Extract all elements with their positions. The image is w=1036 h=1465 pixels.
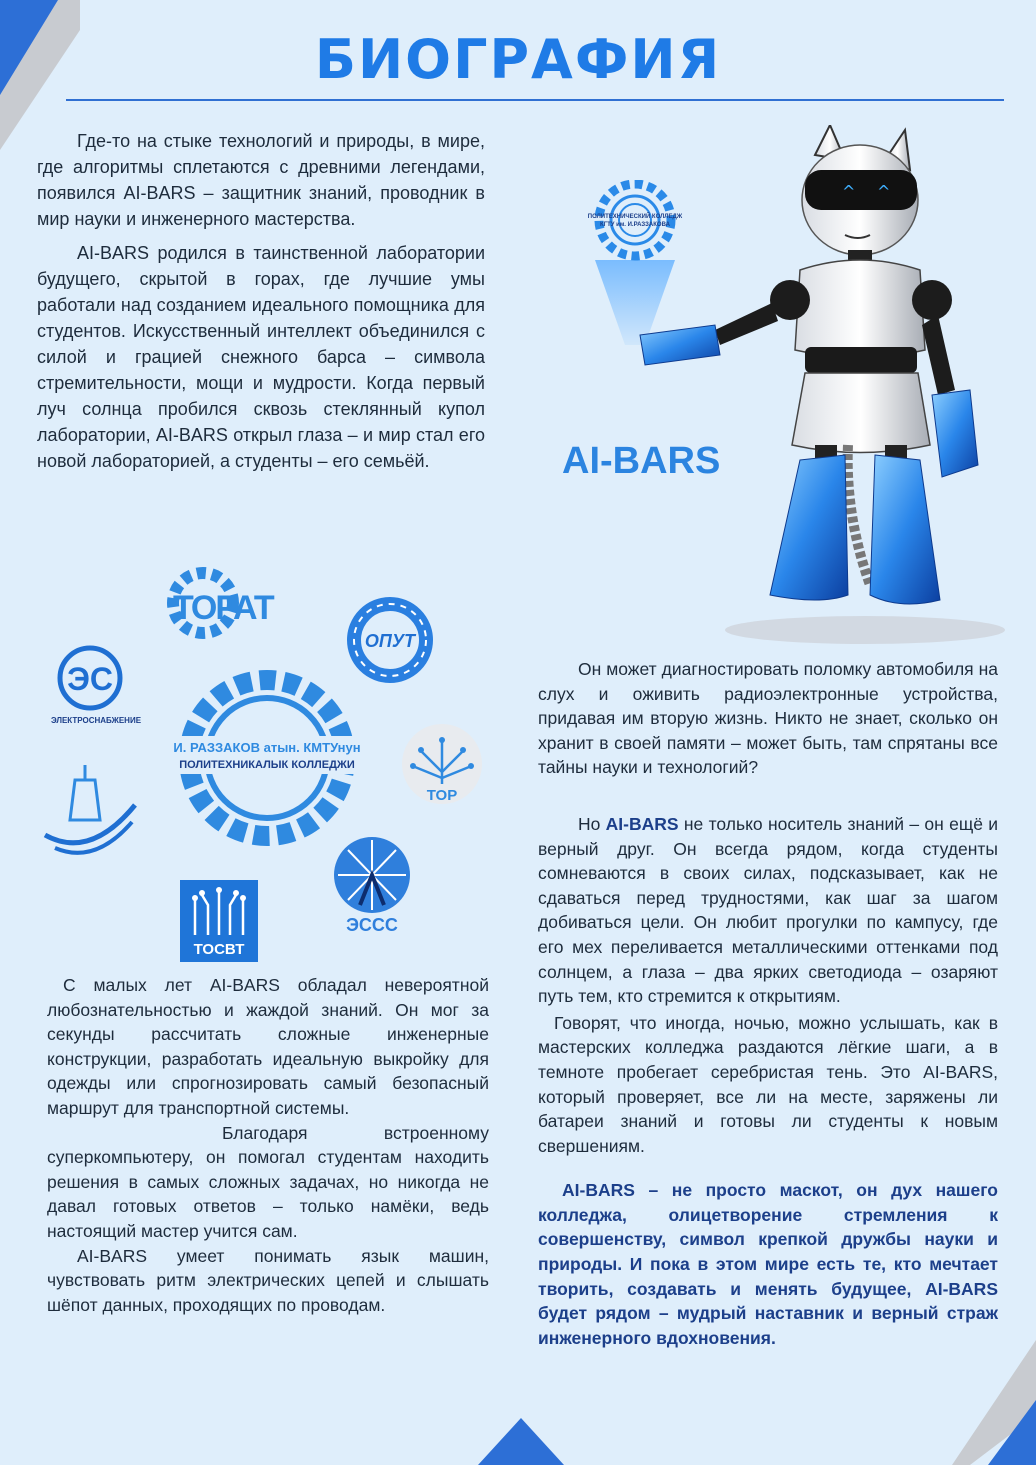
- essc-logo-text: ЭССС: [346, 915, 398, 935]
- es-logo-text: ЭС: [67, 661, 113, 697]
- es-logo-caption: ЭЛЕКТРОСНАБЖЕНИЕ: [50, 716, 142, 725]
- friend-paragraph-name: AI-BARS: [605, 813, 679, 834]
- center-logo-line1: И. РАЗЗАКОВ атын. КМТУнун: [173, 740, 361, 755]
- tosvt-logo: [180, 880, 258, 962]
- hologram-logo-line1: ПОЛИТЕХНИЧЕСКИЙ КОЛЛЕДЖ: [587, 214, 683, 220]
- tosvt-logo-text: ТОСВТ: [193, 941, 245, 958]
- friend-paragraph: Но AI-BARS не только носитель знаний – он ещё и верный друг. Он всегда рядом, когда студенты сомневаются в своих силах, подсказывает, как не сдаваться перед трудностями, как шаг за шагом добиваться цели. Он любит прогулки по кампусу, где его мех переливается металлическими оттенками под солнцем, а глаза – два ярких светодиода – озаряют путь тем, кто стремится к открытиям.: [538, 813, 999, 1007]
- left-bottom-text: [47, 973, 489, 1325]
- es-logo: [50, 645, 150, 730]
- fashion-design-logo: [40, 760, 140, 860]
- bottom-center-triangle-decoration: [478, 1418, 564, 1465]
- torat-logo-text: ТОРАТ: [173, 589, 273, 627]
- mascot-name-label: AI-BARS: [562, 440, 721, 482]
- college-center-logo: [172, 668, 362, 848]
- page-title: БИОГРАФИЯ: [314, 28, 722, 91]
- night-paragraph: Говорят, что иногда, ночью, можно услышать, как в мастерских колледжа раздаются лёгкие шаги, а в темноте пробегает серебристая тень. Это AI-BARS, который проверяет, все ли на месте, заряжены ли батареи знаний и готовы ли студенты к новым свершениям.: [538, 1012, 998, 1156]
- title-underline: [66, 99, 1004, 101]
- right-text: [538, 657, 998, 1358]
- supercomputer-paragraph: Благодаря встроенному суперкомпьютеру, он помогал студентам находить решения в самых сложных задачах, но никогда не давал готовых ответов – только намёки, ведь настоящий мастер учится сам.: [47, 1122, 489, 1241]
- hologram-logo-line2: КГТУ им. И.РАЗЗАКОВА: [600, 222, 670, 228]
- oput-logo-text: ОПУТ: [364, 631, 416, 651]
- intro-paragraph: Где-то на стыке технологий и природы, в мире, где алгоритмы сплетаются с древними легендами, появился AI-BARS – защитник знаний, проводник в мир науки и инженерного мастерства.: [37, 131, 485, 229]
- diagnose-paragraph: Он может диагностировать поломку автомобиля на слух и оживить радиоэлектронные устройства, придавая им вторую жизнь. Никто не знает, сколько он хранит в своей памяти – может быть, там спрятаны все тайны науки и технологий?: [538, 659, 998, 778]
- torat-logo: [165, 565, 295, 645]
- machines-paragraph: AI-BARS умеет понимать язык машин, чувствовать ритм электрических цепей и слышать шёпот данных, проходящих по проводам.: [47, 1245, 489, 1315]
- tor-logo: [397, 722, 487, 807]
- ai-bars-robot-illustration: [620, 125, 1005, 645]
- center-logo-line2: ПОЛИТЕХНИКАЛЫК КОЛЛЕДЖИ: [179, 759, 355, 771]
- bottom-right-corner-decoration: [940, 1340, 1036, 1465]
- closing-paragraph: AI-BARS – не просто маскот, он дух нашего колледжа, олицетворение стремления к совершенству, символ крепкой дружбы науки и природы. И пока в этом мире есть те, кто мечтает творить, создавать и менять будущее, AI-BARS будет рядом – мудрый наставник и верный страж инженерного вдохновения.: [538, 1180, 998, 1348]
- birth-paragraph: AI-BARS родился в таинственной лаборатории будущего, скрытой в горах, где лучшие умы работали над созданием идеального помощника для студентов. Искусственный интеллект объединился с силой и грацией снежного барса – символа стремительности, мощи и мудрости. Когда первый луч солнца пробился сквозь стеклянный купол лаборатории, AI-BARS открыл глаза – и мир стал его новой лабораторией, а студенты – его семьёй.: [37, 243, 485, 471]
- left-top-text: [37, 128, 485, 482]
- childhood-paragraph: С малых лет AI-BARS обладал невероятной любознательностью и жаждой знаний. Он мог за секунды рассчитать сложные инженерные конструкции, разработать идеальную выкройку для одежды или спрогнозировать самый безопасный маршрут для транспортной системы.: [47, 975, 489, 1118]
- svg-text:^: ^: [842, 182, 856, 201]
- essc-logo: [330, 835, 415, 935]
- svg-text:^: ^: [877, 182, 891, 201]
- tor-logo-text: ТОР: [426, 787, 458, 804]
